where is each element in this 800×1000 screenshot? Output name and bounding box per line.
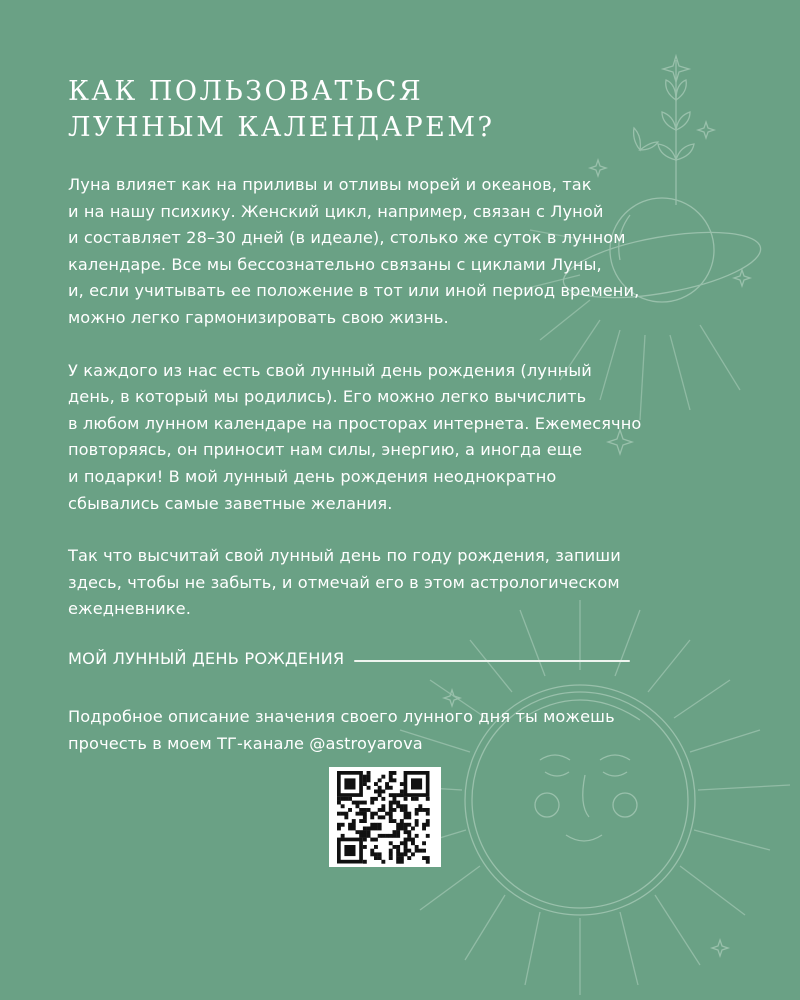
paragraph-line: можно легко гармонизировать свою жизнь. [68, 307, 449, 327]
paragraph-line: ежедневнике. [68, 599, 191, 619]
birthday-field [68, 649, 708, 668]
paragraph-line: Луна влияет как на приливы и отливы морей и океанов, так [68, 175, 592, 194]
page-content [68, 74, 708, 757]
instruction-paragraph [68, 543, 708, 623]
paragraph-line: здесь, чтобы не забыть, и отмечай его в этом астрологическом [68, 572, 620, 592]
page-title [68, 74, 708, 146]
qr-code[interactable] [329, 767, 441, 867]
title-line-2: ЛУННЫМ КАЛЕНДАРЕМ? [68, 112, 495, 143]
info-paragraph [68, 704, 708, 757]
paragraph-line: сбывались самые заветные желания. [68, 493, 393, 513]
paragraph-line: и на нашу психику. Женский цикл, например, связан с Луной [68, 201, 604, 221]
birthday-paragraph [68, 358, 708, 518]
birthday-label: МОЙ ЛУННЫЙ ДЕНЬ РОЖДЕНИЯ [68, 648, 345, 668]
paragraph-line: день, в который мы родились). Его можно легко вычислить [68, 387, 587, 407]
qr-code-image [329, 767, 441, 867]
paragraph-line: повторяясь, он приносит нам силы, энергию, а иногда еще [68, 440, 583, 460]
paragraph-line: и, если учитывать ее положение в тот или иной период времени, [68, 281, 640, 301]
intro-paragraph [68, 172, 708, 332]
title-line-1: КАК ПОЛЬЗОВАТЬСЯ [68, 76, 424, 107]
paragraph-line: и составляет 28–30 дней (в идеале), столько же суток в лунном [68, 228, 626, 248]
paragraph-line: прочесть в моем ТГ-канале @astroyarova [68, 733, 423, 753]
paragraph-line: Подробное описание значения своего лунного дня ты можешь [68, 706, 615, 726]
paragraph-line: У каждого из нас есть свой лунный день рождения (лунный [68, 360, 592, 380]
birthday-write-line[interactable] [354, 660, 630, 662]
paragraph-line: в любом лунном календаре на просторах интернета. Ежемесячно [68, 413, 642, 433]
paragraph-line: календаре. Все мы бессознательно связаны с циклами Луны, [68, 254, 602, 274]
paragraph-line: Так что высчитай свой лунный день по году рождения, запиши [68, 546, 621, 566]
paragraph-line: и подарки! В мой лунный день рождения неоднократно [68, 466, 557, 486]
